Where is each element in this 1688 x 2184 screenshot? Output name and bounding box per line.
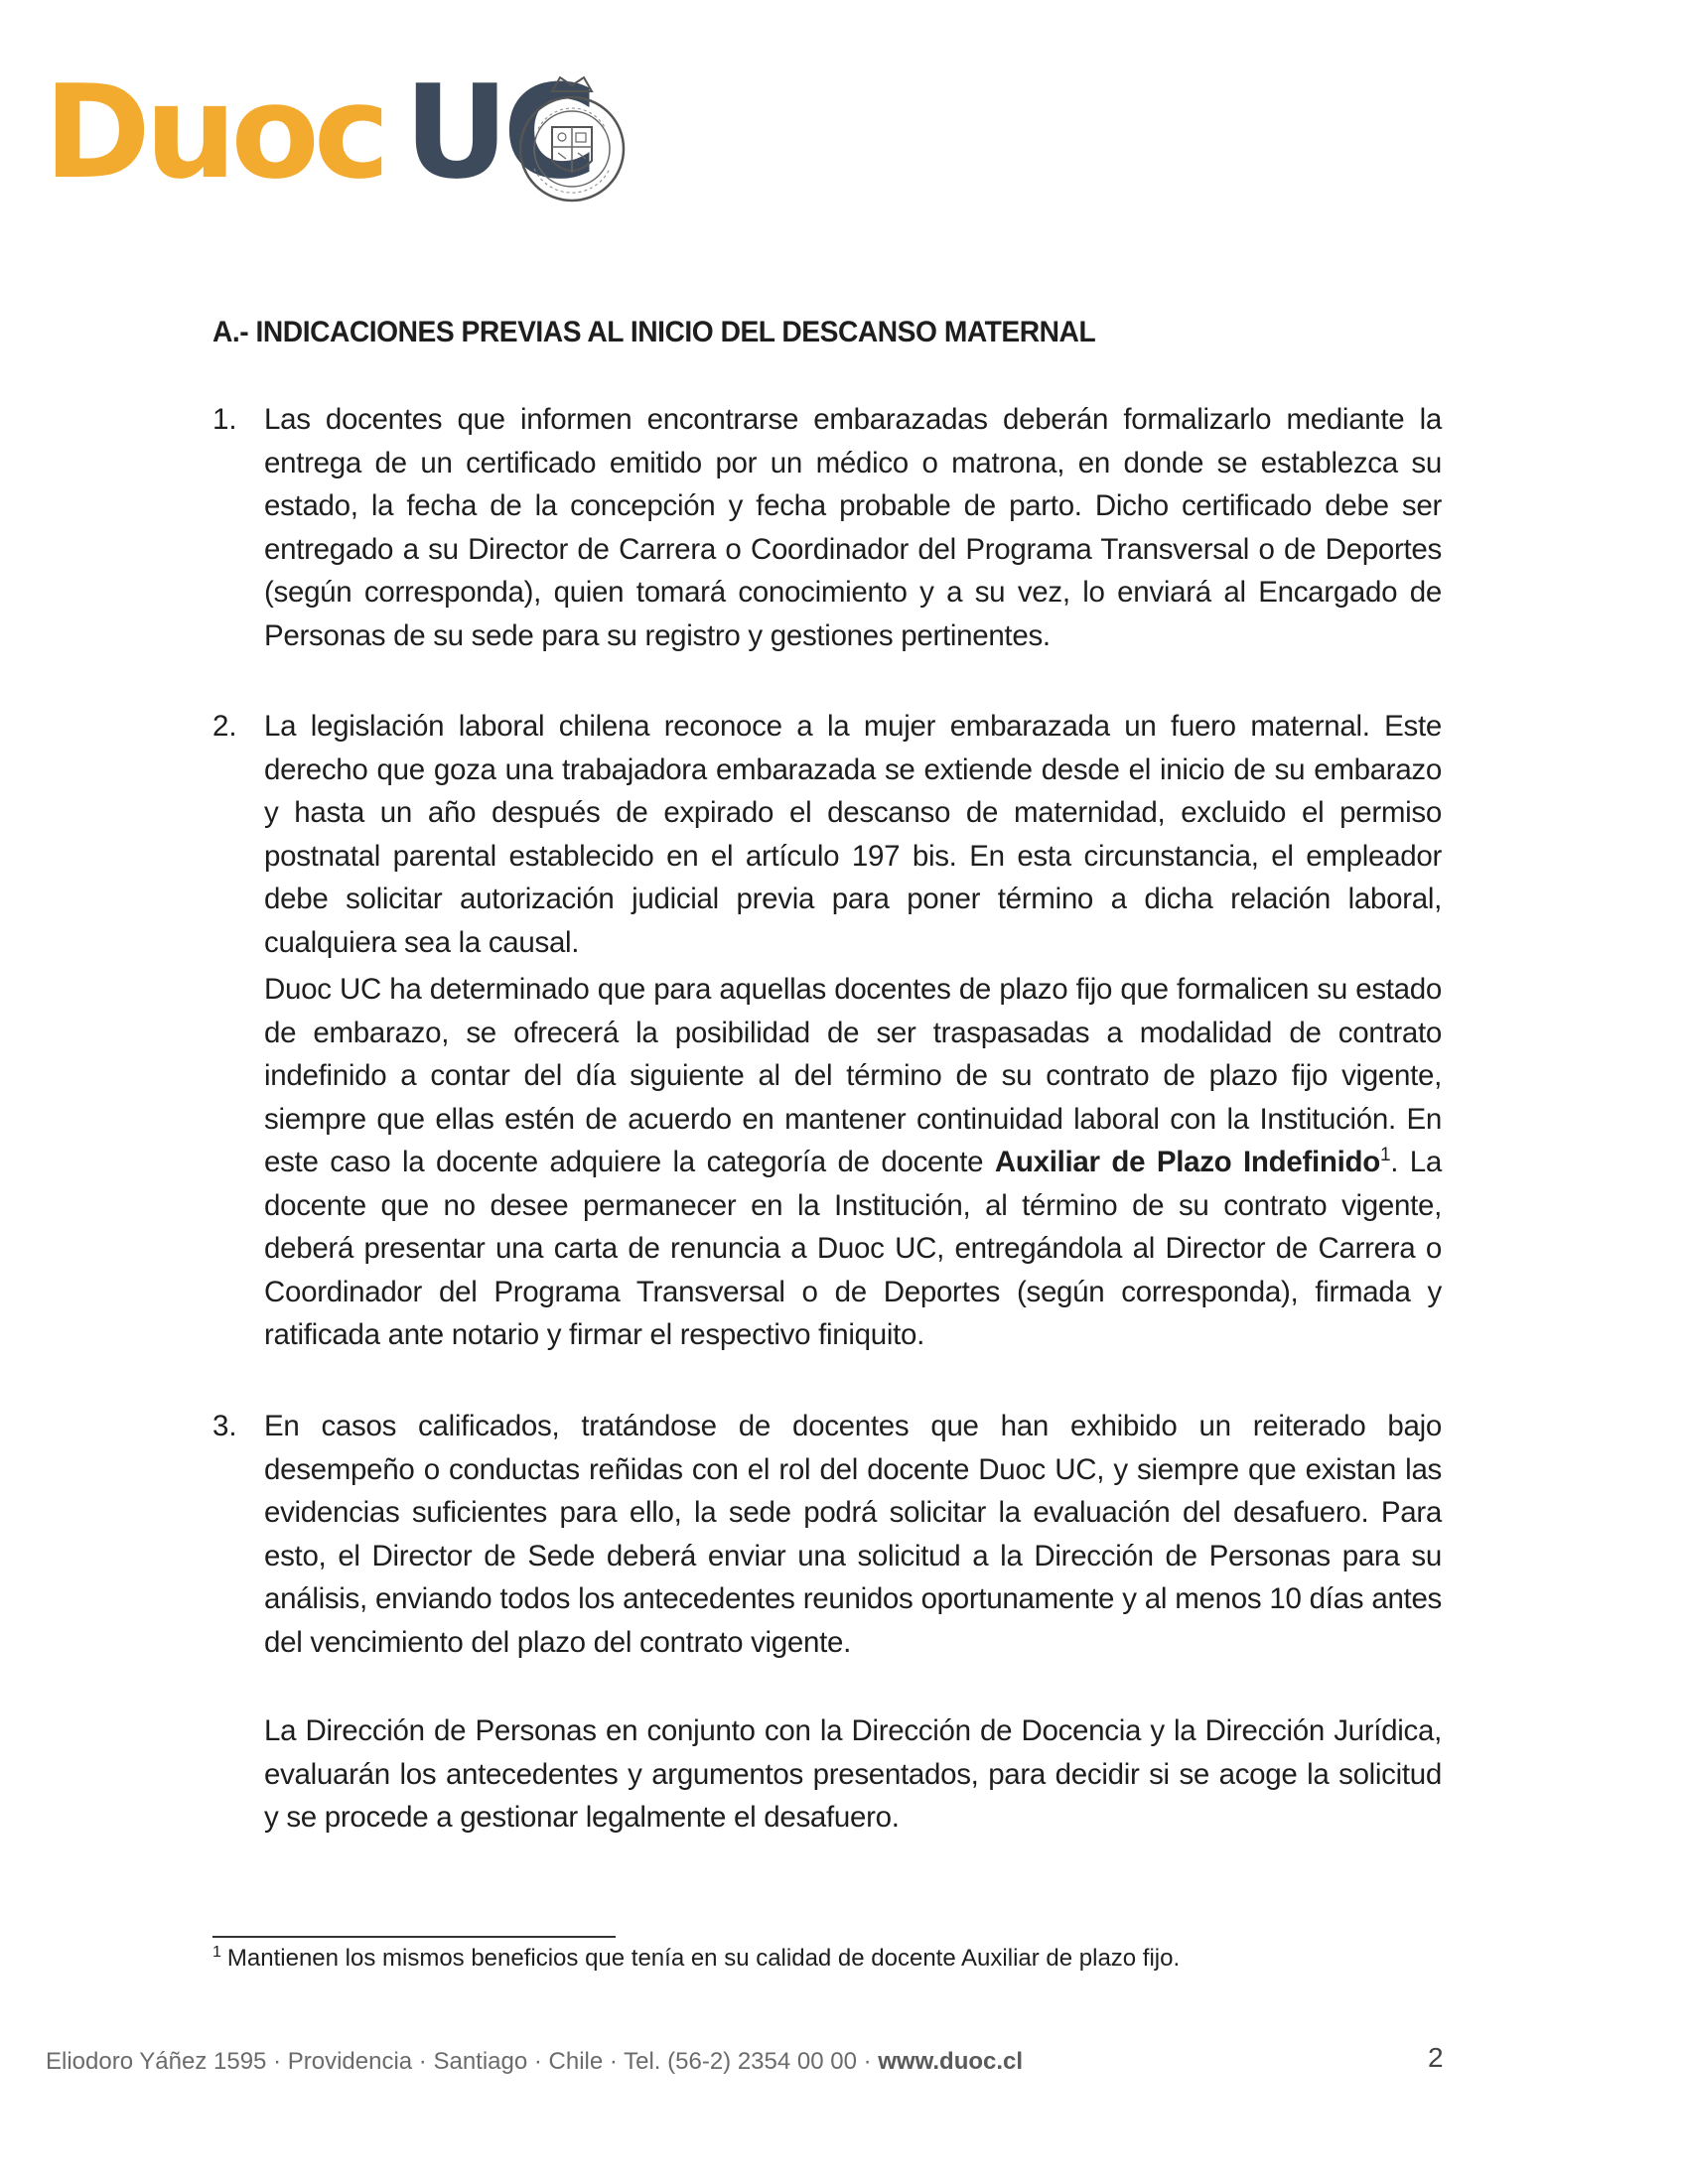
logo-duoc-text: Duoc (44, 57, 384, 207)
paragraph-3: En casos calificados, tratándose de docentes que han exhibido un reiterado bajo desempeño o conductas reñidas con el rol del docente Duoc UC, y siempre que existan las evidencias suficientes para ello, la sede podrá solicitar la evaluación del desafuero. Para esto, el Director de Sede deberá enviar una solicitud a la Dirección de Personas para su análisis, enviando todos los antecedentes reunidos oportunamente y al menos 10 días antes del vencimiento del plazo del contrato vigente. (264, 1410, 1442, 1659)
footer-address: Eliodoro Yáñez 1595 · Providencia · Santiago · Chile · Tel. (56-2) 2354 00 00 · (46, 2048, 879, 2075)
footnote (212, 1942, 1180, 1976)
university-seal-icon (516, 69, 628, 208)
footnote-text: Mantienen los mismos beneficios que tenía en su calidad de docente Auxiliar de plazo fijo. (226, 1945, 1181, 1972)
paragraph-3b: La Dirección de Personas en conjunto con la Dirección de Docencia y la Dirección Jurídica, evaluarán los antecedentes y argumentos presentados, para decidir si se acoge la solicitud y se procede a gestionar legalmente el desafuero. (264, 1714, 1442, 1834)
paragraph-2b-text-after: . La docente que no desee permanecer en la Institución, al término de su contrato vigente, deberá presentar una carta de renuncia a Duoc UC, entregándola al Director de Carrera o Coordinador del Programa Transversal o de Deportes (según corresponda), firmada y ratificada ante notario y firmar el respectivo finiquito. (264, 1146, 1442, 1351)
footnote-reference: 1 (1379, 1145, 1391, 1166)
paragraph-2b (264, 968, 1442, 1357)
page-number: 2 (1428, 2042, 1444, 2073)
paragraph-2b-text-before: Duoc UC ha determinado que para aquellas docentes de plazo fijo que formalicen su estado de embarazo, se ofrecerá la posibilidad de ser traspasadas a modalidad de contrato indefinido a contar del día siguiente al del término de su contrato de plazo fijo vigente, siempre que ellas estén de acuerdo en mantener continuidad laboral con la Institución. En este caso la docente adquiere la categoría de docente (264, 973, 1442, 1178)
section-heading: A.- INDICACIONES PREVIAS AL INICIO DEL DESCANSO MATERNAL (212, 316, 1096, 348)
paragraph-1: Las docentes que informen encontrarse embarazadas deberán formalizarlo mediante la entrega de un certificado emitido por un médico o matrona, en donde se establezca su estado, la fecha de la concepción y fecha probable de parto. Dicho certificado debe ser entregado a su Director de Carrera o Coordinador del Programa Transversal o de Deportes (según corresponda), quien tomará conocimiento y a su vez, lo enviará al Encargado de Personas de su sede para su registro y gestiones pertinentes. (264, 403, 1442, 652)
footer-website-link[interactable]: www.duoc.cl (878, 2048, 1024, 2075)
paragraph-2: La legislación laboral chilena reconoce a la mujer embarazada un fuero maternal. Este derecho que goza una trabajadora embarazada se extiende desde el inicio de su embarazo y hasta un año después de expirado el descanso de maternidad, excluido el permiso postnatal parental establecido en el artículo 197 bis. En esta circunstancia, el empleador debe solicitar autorización judicial previa para poner término a dicha relación laboral, cualquiera sea la causal. (264, 710, 1442, 959)
duoc-uc-logo (44, 57, 592, 226)
paragraph-2b-bold: Auxiliar de Plazo Indefinido (994, 1146, 1380, 1178)
list-number-2: 2. (212, 710, 237, 743)
page-footer (46, 2048, 1023, 2076)
list-number-1: 1. (212, 403, 237, 436)
list-number-3: 3. (212, 1410, 237, 1442)
logo-uc-text: UC (403, 57, 592, 207)
footnote-divider (212, 1936, 616, 1938)
footnote-marker: 1 (212, 1944, 221, 1961)
